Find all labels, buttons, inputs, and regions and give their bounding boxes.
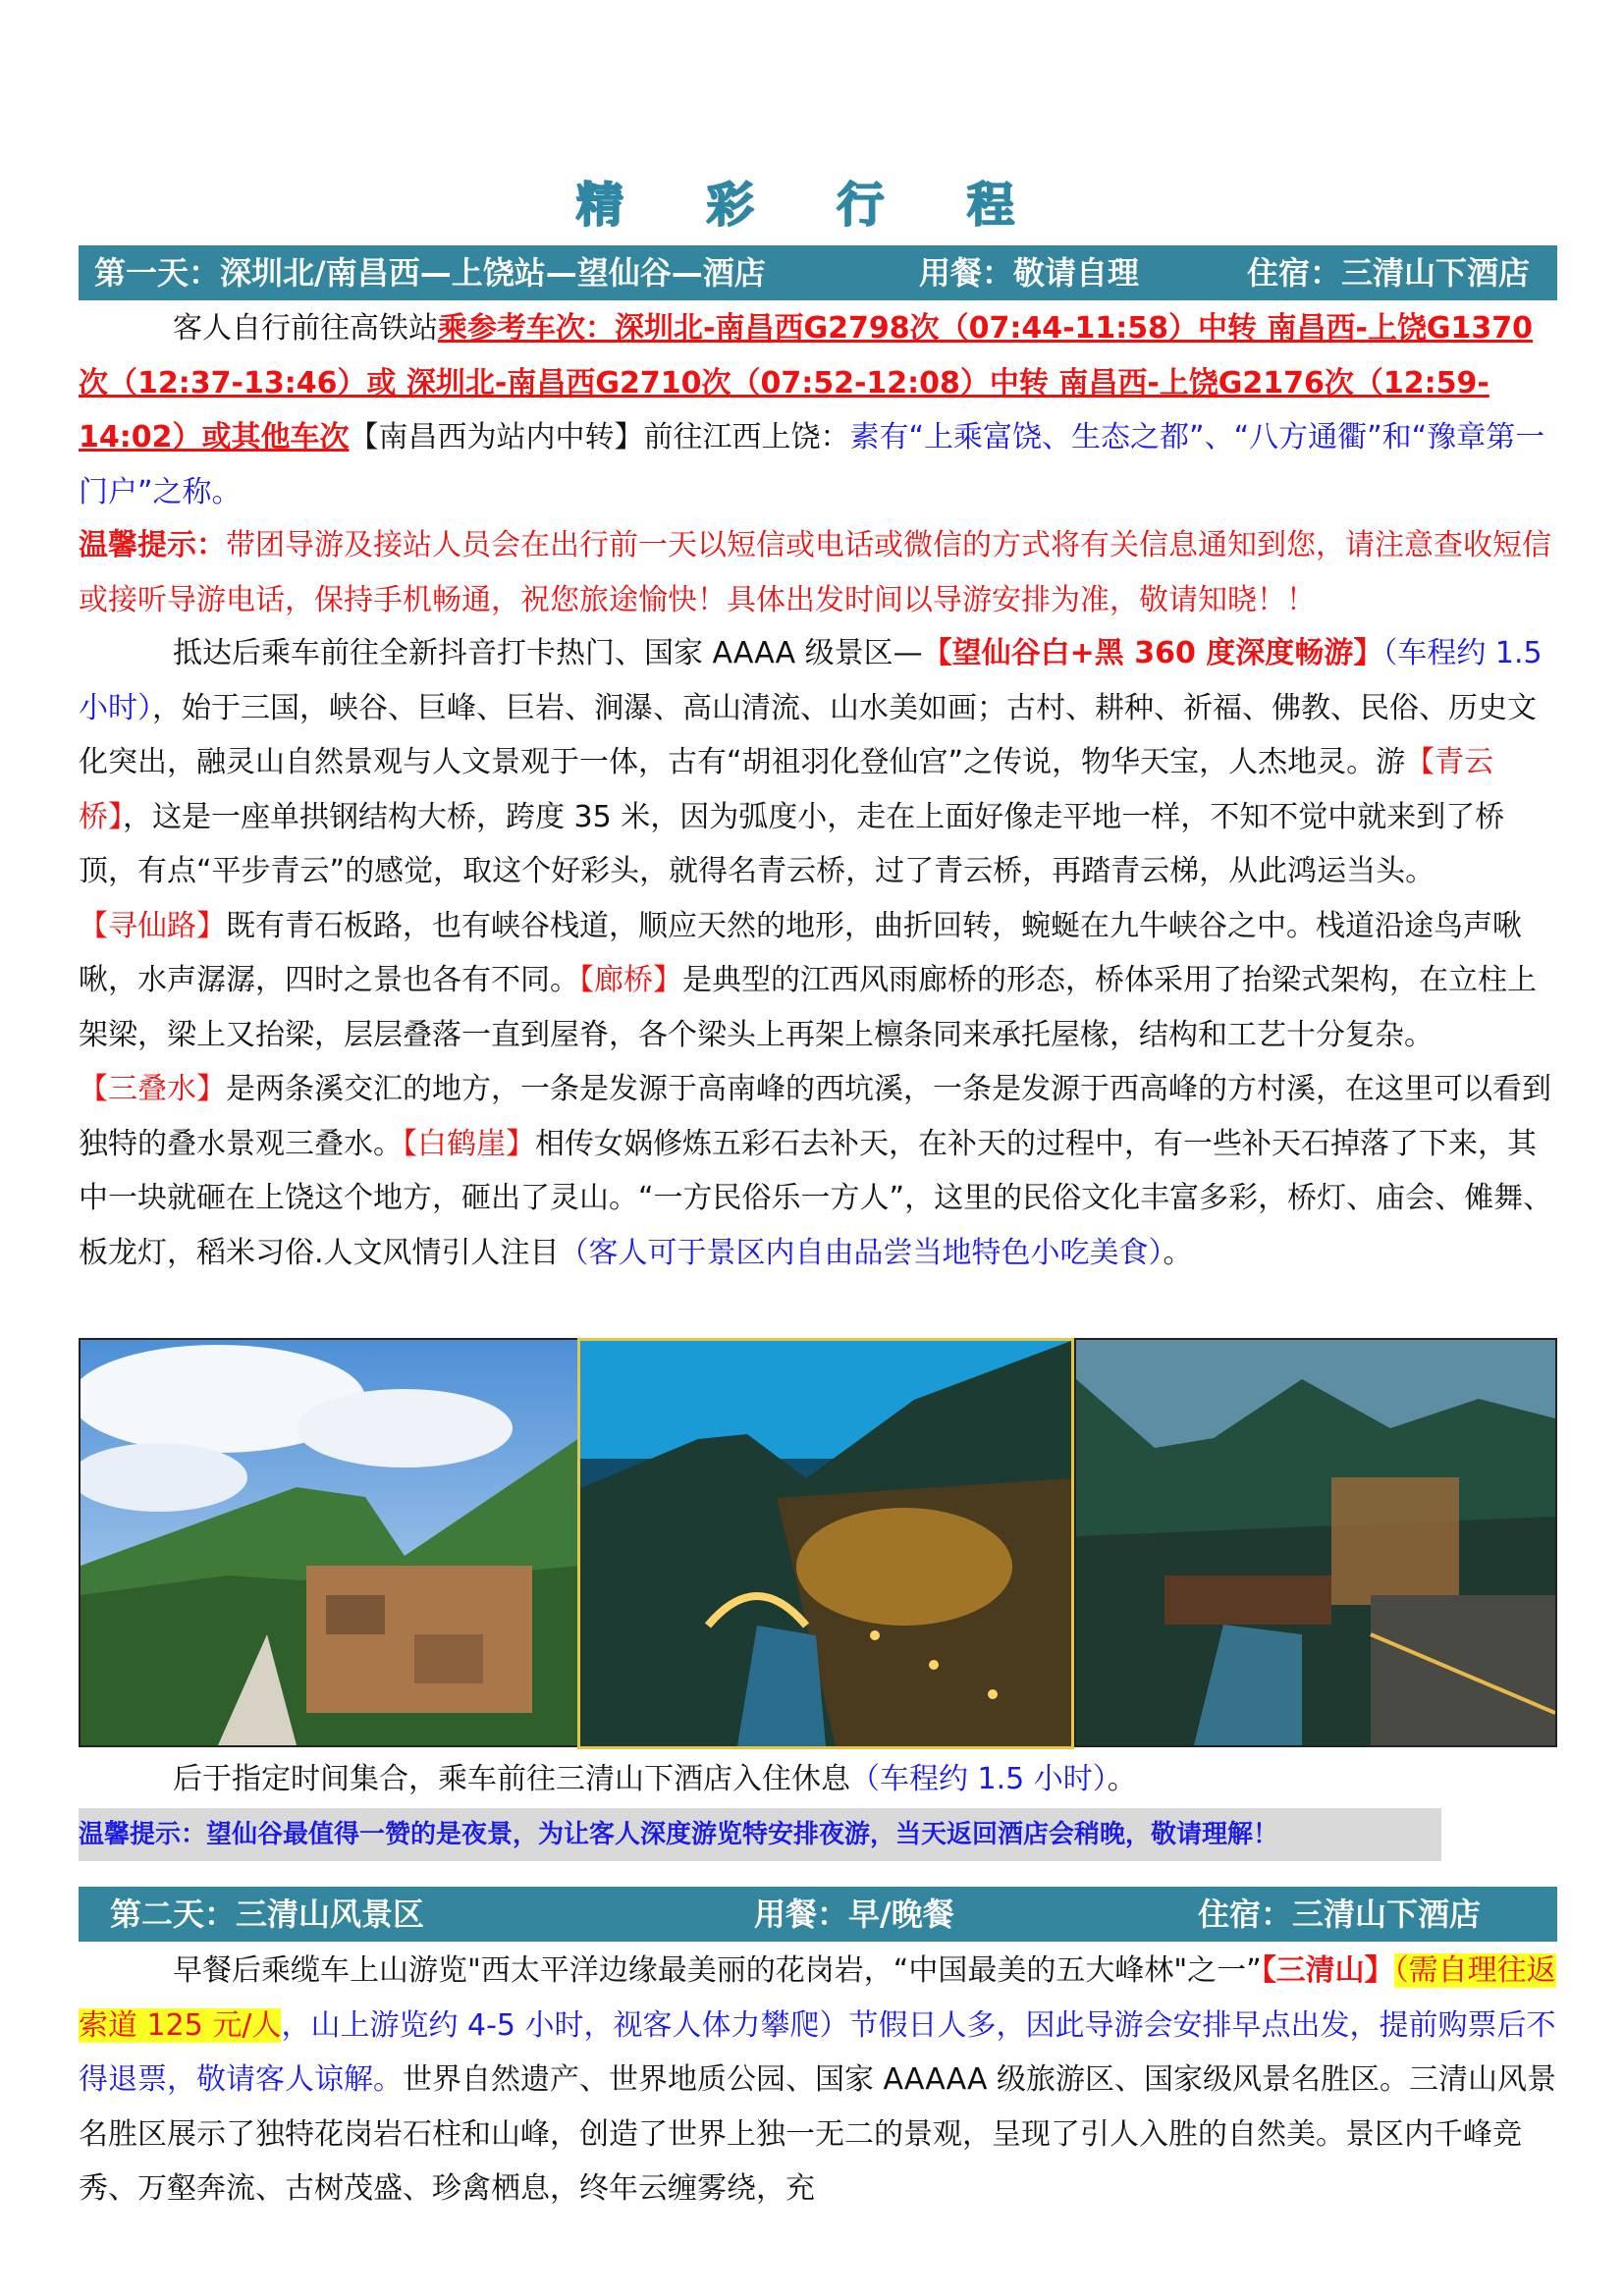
day1-meals: 用餐：敬请自理 — [919, 254, 1140, 292]
day1-wangxiangu-paragraph — [79, 626, 1557, 1280]
tour-duration-note: ，山上游览约 4-5 小时，视客人体力攀爬）节假日人多，因此导游会安排早点出发，提前购票后不得退票，敬请客人谅解。 — [79, 2007, 1556, 2097]
highlight-xunxian-road: 【寻仙路】 — [79, 908, 226, 943]
night-tour-tip: 温馨提示：望仙谷最值得一赞的是夜景，为让客人深度游览特安排夜游，当天返回酒店会稍晚，敬请理解！ — [79, 1808, 1441, 1861]
transport-lead: 客人自行前往高铁站 — [173, 311, 438, 346]
highlight-qingyun-bridge: 【青云桥】 — [79, 745, 1494, 834]
highlight-sanqingshan: 【三清山】 — [1261, 1953, 1394, 1988]
tip-text: 带团导游及接站人员会在出行前一天以短信或电话或微信的方式将有关信息通知到您，请注意查收短信或接听导游电话，保持手机畅通，祝您旅途愉快！具体出发时间以导游安排为准，敬请知晓！！ — [79, 528, 1551, 617]
day2-header-bar — [79, 1887, 1557, 1942]
highlight-wangxiangu: 【望仙谷白+黑 360 度深度畅游】 — [922, 636, 1383, 670]
text-segment: 。 — [1163, 1235, 1193, 1270]
text-segment: ，这是一座单拱钢结构大桥，跨度 35 米，因为弧度小，走在上面好像走平地一样，不知不觉中就来到了桥顶，有点“平步青云”的感觉，取这个好彩头，就得名青云桥，过了青云桥，再踏青云梯，从此鸿运当头。 — [79, 799, 1505, 888]
transfer-note: 【南昌西为站内中转】前往江西上饶： — [349, 420, 850, 454]
day2-lodging: 住宿：三清山下酒店 — [1198, 1896, 1482, 1933]
day2-meals: 用餐：早/晚餐 — [754, 1896, 954, 1933]
day1-header-bar — [79, 245, 1557, 300]
text-segment: 既有青石板路，也有峡谷栈道，顺应天然的地形，曲折回转，蜿蜒在九牛峡谷之中。栈道沿途鸟声啾啾，水声潺潺，四时之景也各有不同。 — [79, 908, 1522, 997]
tip-label: 温馨提示： — [79, 528, 226, 562]
train-schedule: 乘参考车次：深圳北-南昌西G2798次（07:44-11:58）中转 南昌西-上饶G1370次（12:37-13:46）或 深圳北-南昌西G2710次（07:52-12:08）中转 南昌西-上饶G2176次（12:59-14:02）或其他车次 — [79, 311, 1534, 454]
cable-car-price: （需自理往返索道 125 元/人 — [79, 1953, 1556, 2043]
day1-hotel-paragraph — [79, 1752, 1557, 1807]
day2-sanqingshan-paragraph — [79, 1944, 1557, 2216]
text-segment: ，始于三国，峡谷、巨峰、巨岩、涧瀑、高山清流、山水美如画；古村、耕种、祈福、佛教、民俗、历史文化突出，融灵山自然景观与人文景观于一体，古有“胡祖羽化登仙宫”之传说，物华天宝，人杰地灵。游 — [79, 690, 1537, 779]
day2-route: 第二天：三清山风景区 — [110, 1896, 425, 1933]
photo-dusk-valley — [1074, 1338, 1557, 1747]
photo-daytime-village — [79, 1338, 581, 1747]
photo-night-valley — [577, 1338, 1074, 1749]
drive-time-note: （车程约 1.5 小时） — [850, 1762, 1108, 1796]
drive-time-note: （车程约 1.5 小时） — [79, 636, 1543, 725]
day1-transport-paragraph — [79, 301, 1557, 519]
day1-lodging: 住宿：三清山下酒店 — [1247, 254, 1531, 292]
text-segment: 抵达后乘车前往全新抖音打卡热门、国家 AAAA 级景区— — [173, 636, 923, 670]
highlight-sandieshui: 【三叠水】 — [79, 1072, 226, 1106]
shangrao-description: 素有“上乘富饶、生态之都”、“八方通衢”和“豫章第一门户”之称。 — [79, 420, 1545, 509]
text-segment: 是典型的江西风雨廊桥的形态，桥体采用了抬梁式架构，在立柱上架梁，梁上又抬梁，层层叠落一直到屋脊，各个梁头上再架上檩条同来承托屋椽，结构和工艺十分复杂。 — [79, 963, 1537, 1052]
text-segment: 相传女娲修炼五彩石去补天，在补天的过程中，有一些补天石掉落了下来，其中一块就砸在上饶这个地方，砸出了灵山。“一方民俗乐一方人”，这里的民俗文化丰富多彩，桥灯、庙会、傩舞、板龙灯，稻米习俗.人文风情引人注目 — [79, 1126, 1553, 1270]
page-title: 精 彩 行 程 — [575, 178, 1049, 233]
day1-tip-notice — [79, 518, 1557, 627]
day1-route: 第一天：深圳北/南昌西—上饶站—望仙谷—酒店 — [94, 254, 766, 292]
highlight-covered-bridge: 【廊桥】 — [579, 963, 682, 997]
text-segment: 世界自然遗产、世界地质公园、国家 AAAAA 级旅游区、国家级风景名胜区。三清山风景名胜区展示了独特花岗岩石柱和山峰，创造了世界上独一无二的景观，呈现了引人入胜的自然美。景区内千峰竞秀、万壑奔流、古树茂盛、珍禽栖息，终年云缠雾绕，充 — [79, 2062, 1557, 2206]
text-segment: 早餐后乘缆车上山游览"西太平洋边缘最美丽的花岗岩，“中国最美的五大峰林"之一” — [173, 1953, 1262, 1988]
text-segment: 。 — [1107, 1762, 1137, 1796]
highlight-baihe-cliff: 【白鹤崖】 — [403, 1126, 535, 1161]
text-segment: 是两条溪交汇的地方，一条是发源于高南峰的西坑溪，一条是发源于西高峰的方村溪，在这里可以看到独特的叠水景观三叠水。 — [79, 1072, 1551, 1161]
snack-note: （客人可于景区内自由品尝当地特色小吃美食） — [559, 1235, 1164, 1270]
text-segment: 后于指定时间集合，乘车前往三清山下酒店入住休息 — [173, 1762, 850, 1796]
